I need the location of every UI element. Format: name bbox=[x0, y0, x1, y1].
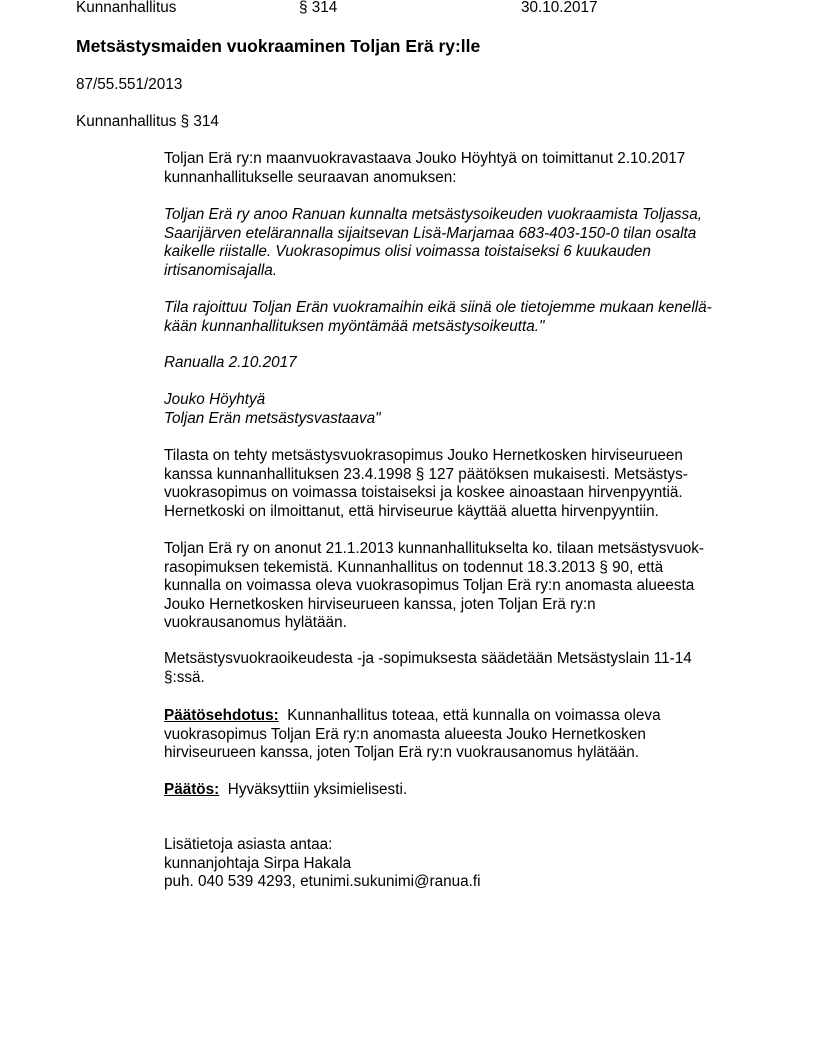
body-section: Kunnanhallitus § 314 bbox=[76, 113, 219, 130]
proposal-line: hirviseurueen kanssa, joten Toljan Erä ry:n vuokrausanomus hylätään. bbox=[164, 744, 640, 761]
paragraph-line: Jouko Hernetkosken hirviseurueen kanssa, joten Toljan Erä ry:n bbox=[164, 595, 596, 613]
record-number: 87/55.551/2013 bbox=[76, 76, 183, 93]
paragraph-line: vuokrausanomus hylätään. bbox=[164, 614, 347, 631]
paragraph-line: Jouko Höyhtyä bbox=[164, 391, 266, 408]
contact-line: kunnanjohtaja Sirpa Hakala bbox=[164, 854, 352, 872]
paragraph bbox=[164, 354, 297, 373]
paragraph-line: kään kunnanhallituksen myöntämää metsästysoikeutta." bbox=[164, 317, 545, 335]
paragraph bbox=[164, 391, 381, 428]
decision bbox=[164, 781, 407, 800]
paragraph bbox=[164, 150, 685, 187]
paragraph-line: vuokrasopimus on voimassa toistaiseksi ja koskee ainoastaan hirvenpyyntiä. bbox=[164, 484, 683, 501]
proposal-label: Päätösehdotus: bbox=[164, 707, 279, 724]
paragraph-line: Tilasta on tehty metsästysvuokrasopimus Jouko Hernetkosken hirviseurueen bbox=[164, 447, 683, 464]
paragraph bbox=[164, 447, 688, 521]
contact-info bbox=[164, 836, 481, 892]
paragraph bbox=[164, 206, 702, 280]
proposal-line: Kunnanhallitus toteaa, että kunnalla on voimassa oleva bbox=[287, 707, 661, 724]
paragraph-line: kunnanhallitukselle seuraavan anomuksen: bbox=[164, 168, 457, 186]
paragraph-line: Ranualla 2.10.2017 bbox=[164, 354, 297, 371]
paragraph-line: kunnalla on voimassa oleva vuokrasopimus Toljan Erä ry:n anomasta alueesta bbox=[164, 577, 695, 594]
decision-proposal bbox=[164, 707, 661, 763]
paragraph-line: Toljan Erän metsästysvastaava" bbox=[164, 409, 381, 427]
paragraph-line: Tila rajoittuu Toljan Erän vuokramaihin eikä siinä ole tietojemme mukaan kenellä- bbox=[164, 299, 712, 316]
paragraph-line: Metsästysvuokraoikeudesta -ja -sopimuksesta säädetään Metsästyslain 11-14 bbox=[164, 650, 692, 667]
paragraph-line: Saarijärven etelärannalla sijaitsevan Lisä-Marjamaa 683-403-150-0 tilan osalta bbox=[164, 224, 697, 242]
header-date: 30.10.2017 bbox=[521, 0, 598, 16]
contact-line: Lisätietoja asiasta antaa: bbox=[164, 836, 333, 853]
paragraph-line: kanssa kunnanhallituksen 23.4.1998 § 127 päätöksen mukaisesti. Metsästys- bbox=[164, 465, 688, 483]
paragraph-line: Toljan Erä ry on anonut 21.1.2013 kunnanhallitukselta ko. tilaan metsästysvuok- bbox=[164, 540, 704, 557]
paragraph-line: §:ssä. bbox=[164, 668, 205, 686]
paragraph bbox=[164, 540, 704, 633]
paragraph-line: rasopimuksen tekemistä. Kunnanhallitus on todennut 18.3.2013 § 90, että bbox=[164, 558, 664, 576]
header-section: § 314 bbox=[299, 0, 338, 16]
proposal-line: vuokrasopimus Toljan Erä ry:n anomasta alueesta Jouko Hernetkosken bbox=[164, 725, 646, 743]
paragraph-line: kaikelle riistalle. Vuokrasopimus olisi voimassa toistaiseksi 6 kuukauden bbox=[164, 243, 651, 260]
paragraph-line: Hernetkoski on ilmoittanut, että hirviseurue käyttää aluetta hirvenpyyntiin. bbox=[164, 502, 659, 520]
document-title: Metsästysmaiden vuokraaminen Toljan Erä ry:lle bbox=[76, 36, 481, 56]
decision-text: Hyväksyttiin yksimielisesti. bbox=[227, 781, 408, 798]
paragraph bbox=[164, 650, 692, 687]
paragraph bbox=[164, 299, 712, 336]
decision-label: Päätös: bbox=[164, 781, 220, 798]
header-body: Kunnanhallitus bbox=[76, 0, 177, 16]
paragraph-line: Toljan Erä ry anoo Ranuan kunnalta metsästysoikeuden vuokraamista Toljassa, bbox=[164, 206, 702, 223]
paragraph-line: Toljan Erä ry:n maanvuokravastaava Jouko Höyhtyä on toimittanut 2.10.2017 bbox=[164, 150, 686, 167]
contact-line: puh. 040 539 4293, etunimi.sukunimi@ranua.fi bbox=[164, 873, 481, 890]
paragraph-line: irtisanomisajalla. bbox=[164, 261, 278, 279]
